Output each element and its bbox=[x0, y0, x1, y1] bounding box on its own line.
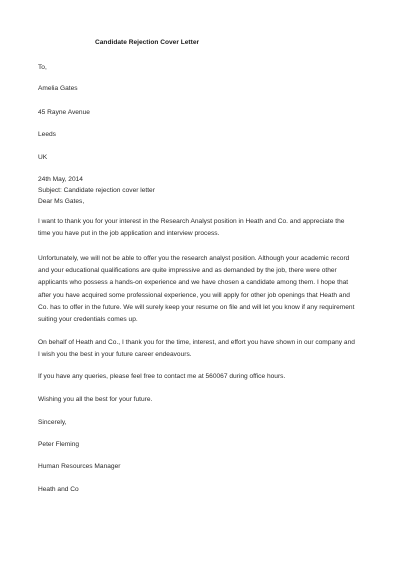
signer-name: Peter Fleming bbox=[38, 441, 80, 448]
closing: Sincerely, bbox=[38, 419, 67, 426]
signer-company: Heath and Co bbox=[38, 486, 79, 493]
salutation: Dear Ms Gates, bbox=[38, 198, 85, 205]
paragraph-thanks bbox=[38, 216, 368, 240]
paragraph-gratitude bbox=[38, 337, 368, 361]
recipient-country: UK bbox=[38, 154, 48, 161]
to-label: To, bbox=[38, 64, 47, 71]
recipient-city: Leeds bbox=[38, 131, 56, 138]
paragraph-line: Unfortunately, we will not be able to offer you the research analyst position. Although your academic record bbox=[38, 255, 350, 262]
signer-title: Human Resources Manager bbox=[38, 463, 121, 470]
document-title: Candidate Rejection Cover Letter bbox=[95, 39, 200, 46]
paragraph-line: after you have acquired some professional experience, you will apply for other job openings that Heath and bbox=[38, 291, 350, 299]
paragraph-line: Wishing you all the best for your future. bbox=[38, 396, 153, 403]
paragraph-line: I wish you the best in your future career endeavours. bbox=[38, 351, 192, 359]
paragraph-rejection bbox=[38, 253, 368, 326]
paragraph-line: Co. has to offer in the future. We will surely keep your resume on file and will let you know if any requirement bbox=[38, 303, 355, 311]
paragraph-line: If you have any queries, please feel free to contact me at 560067 during office hours. bbox=[38, 373, 286, 380]
paragraph-contact bbox=[38, 371, 368, 383]
paragraph-line: time you have put in the job application and interview process. bbox=[38, 230, 220, 238]
paragraph-line: and your educational qualifications are quite impressive and as demanded by the job, there were other bbox=[38, 267, 337, 275]
paragraph-wishes bbox=[38, 394, 368, 406]
paragraph-line: applicants who possess a hands-on experience and we have chosen a candidate among them. I hope that bbox=[38, 279, 349, 287]
paragraph-line: On behalf of Heath and Co., I thank you for the time, interest, and effort you have shown in our company and bbox=[38, 339, 355, 346]
recipient-street: 45 Rayne Avenue bbox=[38, 109, 90, 116]
paragraph-line: suiting your credentials comes up. bbox=[38, 316, 138, 324]
letter-date: 24th May, 2014 bbox=[38, 176, 83, 183]
recipient-name: Amelia Gates bbox=[38, 85, 78, 92]
letter-subject: Subject: Candidate rejection cover letter bbox=[38, 187, 155, 194]
paragraph-line: I want to thank you for your interest in the Research Analyst position in Heath and Co. and appreciate the bbox=[38, 218, 345, 225]
